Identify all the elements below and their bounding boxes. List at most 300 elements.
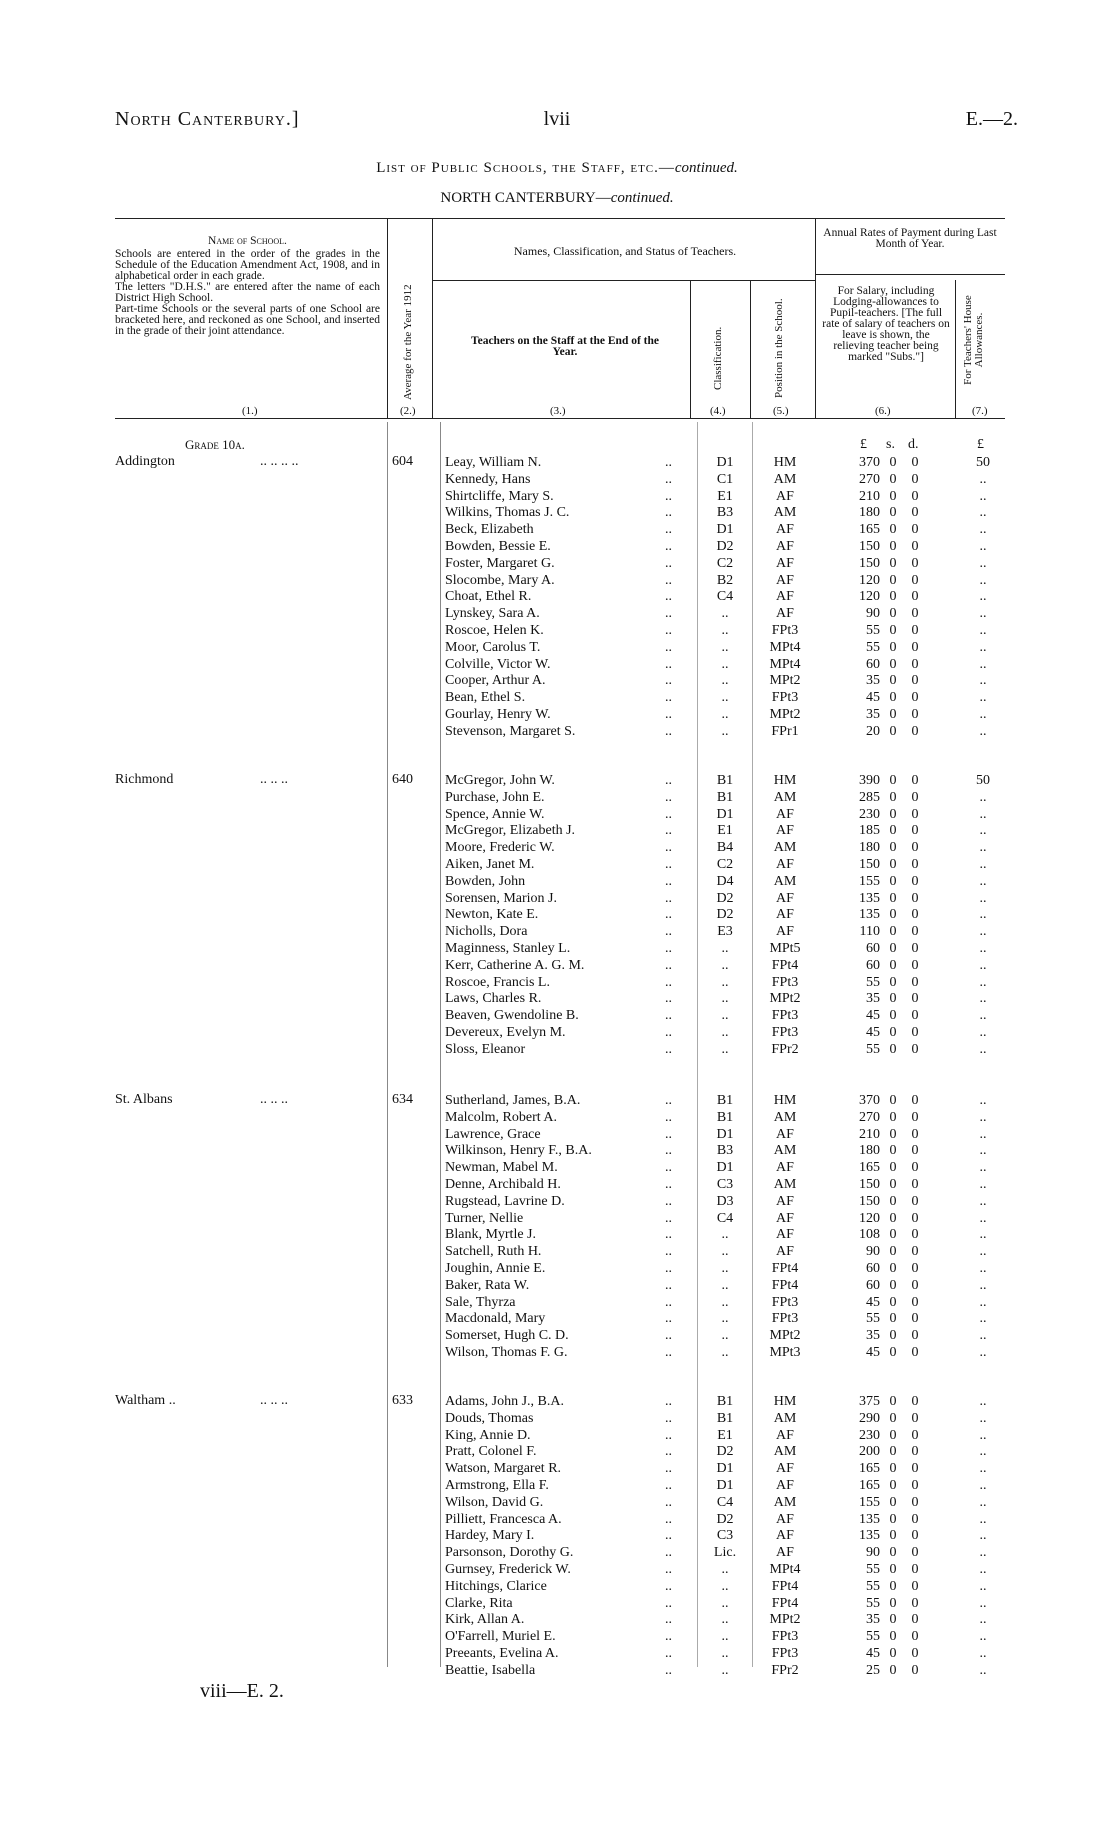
teacher-position: AF (776, 1210, 794, 1226)
teacher-row (0, 1109, 1114, 1126)
teacher-classification: Lic. (713, 1545, 737, 1561)
leader-dots: .. (665, 522, 672, 538)
salary-pounds: 150 (859, 1177, 880, 1192)
document-subtitle (0, 190, 1114, 207)
salary-shillings: 0 (889, 639, 897, 655)
teacher-name: Bowden, Bessie E. (445, 539, 551, 554)
salary-pounds: 135 (859, 1528, 880, 1544)
col-num-5: (5.) (773, 405, 789, 417)
salary-shillings: 0 (889, 789, 897, 805)
teacher-classification: D1 (716, 806, 734, 822)
leader-dots: .. (665, 1109, 672, 1125)
leader-dots: .. (665, 488, 672, 504)
house-allowance: .. (979, 656, 987, 672)
leader-dots: .. (665, 723, 672, 739)
house-allowance: .. (979, 857, 987, 872)
house-allowance: .. (979, 1109, 987, 1125)
teacher-row (0, 1460, 1114, 1477)
teacher-row (0, 471, 1114, 488)
salary-shillings: 0 (889, 1109, 897, 1125)
salary-pounds: 55 (866, 1578, 880, 1594)
teacher-classification: .. (721, 941, 729, 956)
salary-pence: 0 (911, 773, 919, 788)
col-teachers-header: Teachers on the Staff at the End of the Year. (470, 335, 660, 358)
leader-dots: .. (665, 1227, 672, 1243)
salary-pounds: 185 (859, 823, 880, 839)
salary-shillings: 0 (889, 957, 897, 973)
teacher-position: FPt4 (771, 1261, 799, 1276)
salary-pence: 0 (911, 505, 919, 521)
teacher-position: AM (773, 873, 797, 889)
salary-shillings: 0 (889, 941, 897, 956)
teacher-position: AF (776, 1244, 794, 1260)
salary-pence: 0 (911, 623, 919, 638)
teacher-position: AM (773, 471, 797, 487)
teacher-position: HM (773, 455, 797, 470)
house-allowance: .. (979, 1612, 987, 1628)
teacher-classification: D1 (716, 522, 734, 538)
leader-dots: .. (665, 907, 672, 923)
teacher-row (0, 990, 1114, 1007)
leader-dots: .. (665, 1545, 672, 1561)
teacher-position: AF (776, 589, 794, 605)
teacher-name: Leay, William N. (445, 455, 542, 470)
teacher-row (0, 957, 1114, 974)
teacher-row (0, 1494, 1114, 1511)
salary-shillings: 0 (889, 840, 897, 856)
house-allowance: .. (979, 505, 987, 521)
teacher-classification: .. (721, 1328, 729, 1344)
salary-pounds: 150 (859, 1193, 880, 1209)
col-parttime-note: Part-time Schools or the several parts of one School are bracketed here, and reckoned as one School, and inserted in the grade of their joint attendance. (115, 303, 380, 337)
salary-pence: 0 (911, 1311, 919, 1327)
teacher-classification: .. (721, 690, 729, 706)
teacher-classification: D2 (716, 907, 734, 923)
grade-label: Grade 10a. (185, 437, 245, 452)
salary-pounds: 370 (859, 455, 880, 470)
teacher-row (0, 572, 1114, 589)
salary-shillings: 0 (889, 1629, 897, 1645)
col-name-title: Name of School. (208, 235, 287, 247)
currency-pound: £ (860, 437, 867, 452)
teacher-row (0, 605, 1114, 622)
teacher-row (0, 1578, 1114, 1595)
teacher-row (0, 1544, 1114, 1561)
teacher-classification: .. (721, 673, 729, 689)
salary-pounds: 210 (859, 488, 880, 504)
teacher-classification: C1 (716, 471, 734, 487)
teacher-row (0, 1041, 1114, 1058)
leader-dots: .. (665, 1160, 672, 1176)
house-allowance: .. (979, 1494, 987, 1510)
leader-dots: .. (665, 806, 672, 822)
house-allowance: .. (979, 1629, 987, 1645)
salary-pounds: 60 (866, 1277, 880, 1293)
teacher-classification: .. (721, 1277, 729, 1293)
teacher-position: AF (776, 907, 794, 923)
salary-pounds: 90 (866, 1244, 880, 1260)
col-rule-6 (955, 280, 956, 418)
salary-pounds: 45 (866, 1646, 880, 1661)
teacher-classification: D1 (716, 1126, 734, 1142)
salary-shillings: 0 (889, 806, 897, 822)
teacher-classification: D1 (716, 1160, 734, 1176)
house-allowance: .. (979, 572, 987, 588)
teacher-classification: .. (721, 1261, 729, 1276)
leader-dots: .. (665, 789, 672, 805)
house-allowance: .. (979, 907, 987, 923)
salary-pounds: 285 (859, 789, 880, 805)
house-allowance: .. (979, 1562, 987, 1577)
teacher-position: MPt2 (769, 991, 801, 1007)
teacher-row (0, 1024, 1114, 1041)
salary-pounds: 55 (866, 1311, 880, 1327)
salary-pence: 0 (911, 1025, 919, 1040)
leader-dots: .. (665, 1311, 672, 1327)
teacher-name: Sorensen, Marion J. (445, 890, 557, 906)
teacher-name: Hitchings, Clarice (445, 1578, 547, 1594)
salary-shillings: 0 (889, 924, 897, 940)
salary-pounds: 35 (866, 991, 880, 1007)
leader-dots: .. (665, 974, 672, 990)
names-group-rule (432, 280, 815, 281)
teacher-row (0, 1611, 1114, 1628)
salary-pence: 0 (911, 1595, 919, 1611)
salary-pence: 0 (911, 1126, 919, 1142)
salary-pounds: 60 (866, 957, 880, 973)
salary-shillings: 0 (889, 857, 897, 872)
teacher-row (0, 1393, 1114, 1410)
salary-shillings: 0 (889, 707, 897, 722)
teacher-position: MPt3 (769, 1345, 801, 1360)
house-allowance: .. (979, 1461, 987, 1477)
teacher-row (0, 1327, 1114, 1344)
teacher-classification: .. (721, 1646, 729, 1661)
teacher-classification: .. (721, 957, 729, 973)
teacher-position: AM (773, 1177, 797, 1192)
salary-pounds: 55 (866, 1595, 880, 1611)
teacher-classification: .. (721, 707, 729, 722)
house-allowance: .. (979, 1311, 987, 1327)
teacher-classification: D3 (716, 1193, 734, 1209)
house-allowance: .. (979, 623, 987, 638)
house-allowance: .. (979, 1427, 987, 1443)
teacher-name: O'Farrell, Muriel E. (445, 1629, 556, 1645)
teacher-position: AF (776, 1545, 794, 1561)
salary-pence: 0 (911, 1478, 919, 1493)
teacher-position: FPr2 (771, 1662, 799, 1678)
teacher-classification: .. (721, 1025, 729, 1040)
teacher-position: AM (773, 1143, 797, 1159)
teacher-position: MPt4 (769, 1562, 801, 1577)
col-num-2: (2.) (400, 405, 416, 417)
teacher-classification: B1 (716, 773, 734, 788)
col-names-group-header: Names, Classification, and Status of Teachers. (513, 244, 737, 258)
salary-shillings: 0 (889, 1244, 897, 1260)
teacher-row (0, 1344, 1114, 1361)
salary-pence: 0 (911, 1193, 919, 1209)
salary-shillings: 0 (889, 623, 897, 638)
teacher-name: Spence, Annie W. (445, 806, 545, 822)
teacher-name: King, Annie D. (445, 1427, 531, 1443)
col-position-header (773, 288, 785, 398)
teacher-classification: .. (721, 639, 729, 655)
teacher-name: Wilson, Thomas F. G. (445, 1345, 568, 1360)
salary-pounds: 55 (866, 974, 880, 990)
teacher-position: AF (776, 1511, 794, 1527)
page-number-roman: lvii (543, 108, 571, 130)
house-allowance: .. (979, 1578, 987, 1594)
house-allowance: .. (979, 924, 987, 940)
teacher-classification: .. (721, 1578, 729, 1594)
salary-shillings: 0 (889, 1294, 897, 1310)
teacher-classification: B1 (716, 789, 734, 805)
salary-pence: 0 (911, 1041, 919, 1057)
house-allowance: .. (979, 1210, 987, 1226)
teacher-row (0, 1628, 1114, 1645)
house-allowance: .. (979, 673, 987, 689)
salary-shillings: 0 (889, 522, 897, 538)
leader-dots: .. (665, 1143, 672, 1159)
teacher-row (0, 1277, 1114, 1294)
salary-shillings: 0 (889, 1311, 897, 1327)
teacher-position: FPt4 (771, 957, 799, 973)
teacher-classification: D1 (716, 1478, 734, 1493)
teacher-row (0, 588, 1114, 605)
salary-pence: 0 (911, 1277, 919, 1293)
teacher-name: Wilson, David G. (445, 1494, 544, 1510)
salary-pence: 0 (911, 1244, 919, 1260)
house-allowance: .. (979, 589, 987, 605)
salary-shillings: 0 (889, 1193, 897, 1209)
house-allowance: .. (979, 1410, 987, 1426)
salary-pence: 0 (911, 1562, 919, 1577)
salary-shillings: 0 (889, 1345, 897, 1360)
house-allowance: .. (979, 1277, 987, 1293)
teacher-classification: B3 (716, 505, 734, 521)
salary-shillings: 0 (889, 1646, 897, 1661)
salary-pounds: 135 (859, 907, 880, 923)
leader-dots: .. (665, 1562, 672, 1577)
house-allowance: .. (979, 806, 987, 822)
teacher-row (0, 1527, 1114, 1544)
teacher-classification: C2 (716, 555, 734, 571)
teacher-row (0, 1142, 1114, 1159)
col-num-1: (1.) (242, 405, 258, 417)
house-allowance: .. (979, 1244, 987, 1260)
teacher-name: Satchell, Ruth H. (445, 1244, 542, 1260)
salary-pence: 0 (911, 589, 919, 605)
salary-pounds: 135 (859, 890, 880, 906)
leader-dots: .. (665, 1595, 672, 1611)
leader-dots: .. (665, 1494, 672, 1510)
salary-pence: 0 (911, 941, 919, 956)
salary-pence: 0 (911, 639, 919, 655)
teacher-position: HM (773, 1394, 797, 1409)
teacher-position: AF (776, 1227, 794, 1243)
annual-group-rule (815, 274, 1005, 275)
teacher-classification: E1 (717, 823, 733, 839)
leader-dots: .. (665, 1444, 672, 1460)
teacher-name: Roscoe, Francis L. (445, 974, 550, 990)
salary-shillings: 0 (889, 1545, 897, 1561)
salary-pence: 0 (911, 1143, 919, 1159)
teacher-row (0, 488, 1114, 505)
salary-pence: 0 (911, 1008, 919, 1024)
teacher-row (0, 672, 1114, 689)
school-leader-dots: .. .. .. (260, 1092, 288, 1107)
salary-pounds: 210 (859, 1126, 880, 1142)
house-allowance: .. (979, 789, 987, 805)
teacher-classification: .. (721, 1562, 729, 1577)
salary-shillings: 0 (889, 873, 897, 889)
teacher-name: Blank, Myrtle J. (445, 1227, 536, 1243)
salary-pence: 0 (911, 1093, 919, 1108)
teacher-row (0, 1294, 1114, 1311)
salary-pounds: 35 (866, 707, 880, 722)
salary-pence: 0 (911, 455, 919, 470)
teacher-row (0, 1126, 1114, 1143)
teacher-name: Macdonald, Mary (445, 1311, 546, 1327)
salary-shillings: 0 (889, 539, 897, 554)
school-average: 634 (392, 1092, 413, 1107)
leader-dots: .. (665, 1210, 672, 1226)
salary-pounds: 150 (859, 857, 880, 872)
col-rule-5 (815, 218, 816, 418)
house-allowance: .. (979, 1093, 987, 1108)
salary-pence: 0 (911, 656, 919, 672)
salary-shillings: 0 (889, 1394, 897, 1409)
salary-pounds: 165 (859, 1160, 880, 1176)
teacher-name: Turner, Nellie (445, 1210, 524, 1226)
teacher-position: MPt2 (769, 1612, 801, 1628)
teacher-name: Pratt, Colonel F. (445, 1444, 537, 1460)
house-allowance: .. (979, 823, 987, 839)
salary-pounds: 165 (859, 1461, 880, 1477)
teacher-row (0, 1310, 1114, 1327)
salary-pounds: 155 (859, 873, 880, 889)
house-allowance: .. (979, 1261, 987, 1276)
house-allowance: .. (979, 1193, 987, 1209)
salary-shillings: 0 (889, 1528, 897, 1544)
salary-shillings: 0 (889, 1662, 897, 1678)
salary-pounds: 180 (859, 505, 880, 521)
teacher-row (0, 806, 1114, 823)
teacher-position: FPt3 (771, 1311, 799, 1327)
teacher-name: Gurnsey, Frederick W. (445, 1562, 571, 1577)
house-allowance: .. (979, 1126, 987, 1142)
salary-pounds: 55 (866, 639, 880, 655)
salary-pounds: 150 (859, 555, 880, 571)
teacher-position: FPr2 (771, 1041, 799, 1057)
teacher-position: FPt4 (771, 1578, 799, 1594)
salary-shillings: 0 (889, 1041, 897, 1057)
teacher-name: Aiken, Janet M. (445, 857, 535, 872)
teacher-row (0, 1645, 1114, 1662)
salary-pounds: 55 (866, 623, 880, 638)
teacher-name: Cooper, Arthur A. (445, 673, 546, 689)
house-allowance: .. (979, 941, 987, 956)
teacher-classification: B1 (716, 1093, 734, 1108)
header-top-rule (115, 218, 1005, 219)
teacher-classification: C4 (716, 1494, 734, 1510)
salary-pence: 0 (911, 907, 919, 923)
teacher-row (0, 890, 1114, 907)
col-rule-3 (690, 280, 691, 418)
salary-pence: 0 (911, 806, 919, 822)
teacher-name: Pilliett, Francesca A. (445, 1511, 562, 1527)
leader-dots: .. (665, 1528, 672, 1544)
salary-pounds: 55 (866, 1041, 880, 1057)
salary-shillings: 0 (889, 1277, 897, 1293)
salary-shillings: 0 (889, 991, 897, 1007)
teacher-position: AF (776, 1160, 794, 1176)
salary-pence: 0 (911, 974, 919, 990)
teacher-name: Preeants, Evelina A. (445, 1646, 559, 1661)
house-allowance: .. (979, 539, 987, 554)
salary-pounds: 375 (859, 1394, 880, 1409)
salary-pence: 0 (911, 1629, 919, 1645)
leader-dots: .. (665, 823, 672, 839)
teacher-name: Shirtcliffe, Mary S. (445, 488, 554, 504)
col-rule-1 (387, 218, 388, 418)
teacher-position: AF (776, 1528, 794, 1544)
salary-pence: 0 (911, 1410, 919, 1426)
school-leader-dots: .. .. .. (260, 1393, 288, 1408)
salary-shillings: 0 (889, 1427, 897, 1443)
teacher-row (0, 856, 1114, 873)
salary-shillings: 0 (889, 1478, 897, 1493)
teacher-name: Beattie, Isabella (445, 1662, 536, 1678)
salary-pence: 0 (911, 1328, 919, 1344)
leader-dots: .. (665, 1261, 672, 1276)
teacher-position: AM (773, 1109, 797, 1125)
salary-shillings: 0 (889, 890, 897, 906)
teacher-position: AF (776, 806, 794, 822)
salary-shillings: 0 (889, 1143, 897, 1159)
teacher-name: Lynskey, Sara A. (445, 606, 540, 622)
salary-shillings: 0 (889, 773, 897, 788)
salary-shillings: 0 (889, 1261, 897, 1276)
teacher-row (0, 689, 1114, 706)
salary-pounds: 120 (859, 589, 880, 605)
title-main: List of Public Schools, the Staff, etc.— (376, 160, 675, 176)
leader-dots: .. (665, 1646, 672, 1661)
salary-shillings: 0 (889, 505, 897, 521)
leader-dots: .. (665, 924, 672, 940)
salary-pence: 0 (911, 789, 919, 805)
salary-pounds: 45 (866, 1294, 880, 1310)
leader-dots: .. (665, 690, 672, 706)
teacher-classification: .. (721, 1345, 729, 1360)
salary-pence: 0 (911, 606, 919, 622)
salary-pence: 0 (911, 1444, 919, 1460)
teacher-name: Watson, Margaret R. (445, 1461, 562, 1477)
teacher-row (0, 1427, 1114, 1444)
salary-pence: 0 (911, 539, 919, 554)
teacher-position: FPt4 (771, 1277, 799, 1293)
house-allowance: .. (979, 555, 987, 571)
teacher-classification: D2 (716, 539, 734, 554)
leader-dots: .. (665, 857, 672, 872)
salary-pence: 0 (911, 488, 919, 504)
salary-pounds: 20 (866, 723, 880, 739)
teacher-name: Sutherland, James, B.A. (445, 1093, 581, 1108)
leader-dots: .. (665, 1177, 672, 1192)
salary-pence: 0 (911, 1394, 919, 1409)
teacher-name: Gourlay, Henry W. (445, 707, 551, 722)
school-name: Richmond (115, 772, 174, 787)
